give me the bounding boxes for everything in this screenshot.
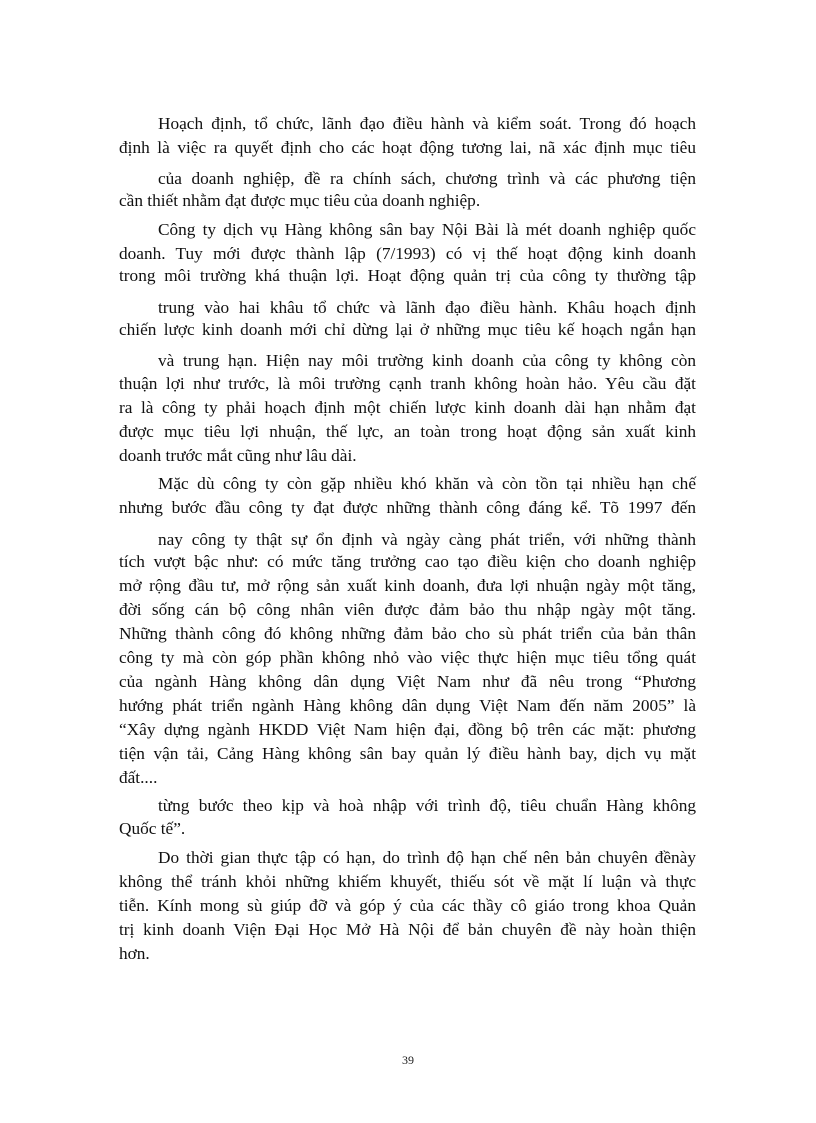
text-line: tích vượt bậc như: có mức tăng trưởng cao tạo điều kiện cho doanh nghiệp xyxy=(119,552,696,571)
text-line: Mặc dù công ty còn gặp nhiều khó khăn và còn tồn tại nhiều hạn chế xyxy=(158,474,696,493)
text-line: của doanh nghiệp, đề ra chính sách, chương trình và các phương tiện xyxy=(158,169,696,188)
text-line: tiện vận tải, Cảng Hàng không sân bay quản lý điều hành bay, dịch vụ mặt xyxy=(119,744,696,763)
text-line: doanh trước mắt cũng như lâu dài. xyxy=(119,446,357,465)
text-line: tiễn. Kính mong sù giúp đỡ và góp ý của các thầy cô giáo trong khoa Quản xyxy=(119,896,696,915)
text-line: “Xây dựng ngành HKDD Việt Nam hiện đại, đồng bộ trên các mặt: phương xyxy=(119,720,696,739)
text-line: được mục tiêu lợi nhuận, thế lực, an toàn trong hoạt động sản xuất kinh xyxy=(119,422,696,441)
text-line: Do thời gian thực tập có hạn, do trình độ hạn chế nên bản chuyên đềnày xyxy=(158,848,696,867)
text-line: trị kinh doanh Viện Đại Học Mở Hà Nội để bản chuyên đề này hoàn thiện xyxy=(119,920,696,939)
text-line: và trung hạn. Hiện nay môi trường kinh doanh của công ty không còn xyxy=(158,351,696,370)
text-line: đời sống cán bộ công nhân viên được đảm bảo thu nhập ngày một tăng. xyxy=(119,600,696,619)
text-line: hướng phát triển ngành Hàng không dân dụng Việt Nam đến năm 2005” là xyxy=(119,696,696,715)
text-line: trung vào hai khâu tổ chức và lãnh đạo điều hành. Khâu hoạch định xyxy=(158,298,696,317)
text-line: của ngành Hàng không dân dụng Việt Nam như đã nêu trong “Phương xyxy=(119,672,696,691)
text-line: đất.... xyxy=(119,768,158,787)
text-line: thuận lợi như trước, là môi trường cạnh tranh không hoàn hảo. Yêu cầu đặt xyxy=(119,374,696,393)
text-line: công ty mà còn góp phần không nhỏ vào việc thực hiện mục tiêu tổng quát xyxy=(119,648,696,667)
text-line: không thể tránh khỏi những khiếm khuyết, thiếu sót về mặt lí luận và thực xyxy=(119,872,696,891)
text-line: mở rộng đầu tư, mở rộng sản xuất kinh doanh, đưa lợi nhuận ngày một tăng, xyxy=(119,576,696,595)
text-line: chiến lược kinh doanh mới chỉ dừng lại ở những mục tiêu kế hoạch ngắn hạn xyxy=(119,320,696,339)
text-line: nay công ty thật sự ổn định và ngày càng phát triển, với những thành xyxy=(158,530,696,549)
page-number: 39 xyxy=(402,1053,414,1067)
text-line: Quốc tế”. xyxy=(119,819,186,838)
text-line: từng bước theo kịp và hoà nhập với trình độ, tiêu chuẩn Hàng không xyxy=(158,796,696,815)
text-line: Hoạch định, tổ chức, lãnh đạo điều hành và kiểm soát. Trong đó hoạch xyxy=(158,114,696,133)
text-line: trong môi trường khá thuận lợi. Hoạt động quản trị của công ty thường tập xyxy=(119,266,696,285)
text-line: định là việc ra quyết định cho các hoạt động tương lai, nã xác định mục tiêu xyxy=(119,138,696,157)
text-line: Những thành công đó không những đảm bảo cho sù phát triển của bản thân xyxy=(119,624,696,643)
text-line: nhưng bước đầu công ty đạt được những thành công đáng kể. Tõ 1997 đến xyxy=(119,498,696,517)
text-line: doanh. Tuy mới được thành lập (7/1993) có vị thế hoạt động kinh doanh xyxy=(119,244,696,263)
text-line: cần thiết nhằm đạt được mục tiêu của doanh nghiệp. xyxy=(119,191,481,210)
text-line: hơn. xyxy=(119,944,150,963)
text-line: ra là công ty phải hoạch định một chiến lược kinh doanh dài hạn nhằm đạt xyxy=(119,398,696,417)
text-line: Công ty dịch vụ Hàng không sân bay Nội Bài là mét doanh nghiệp quốc xyxy=(158,220,696,239)
